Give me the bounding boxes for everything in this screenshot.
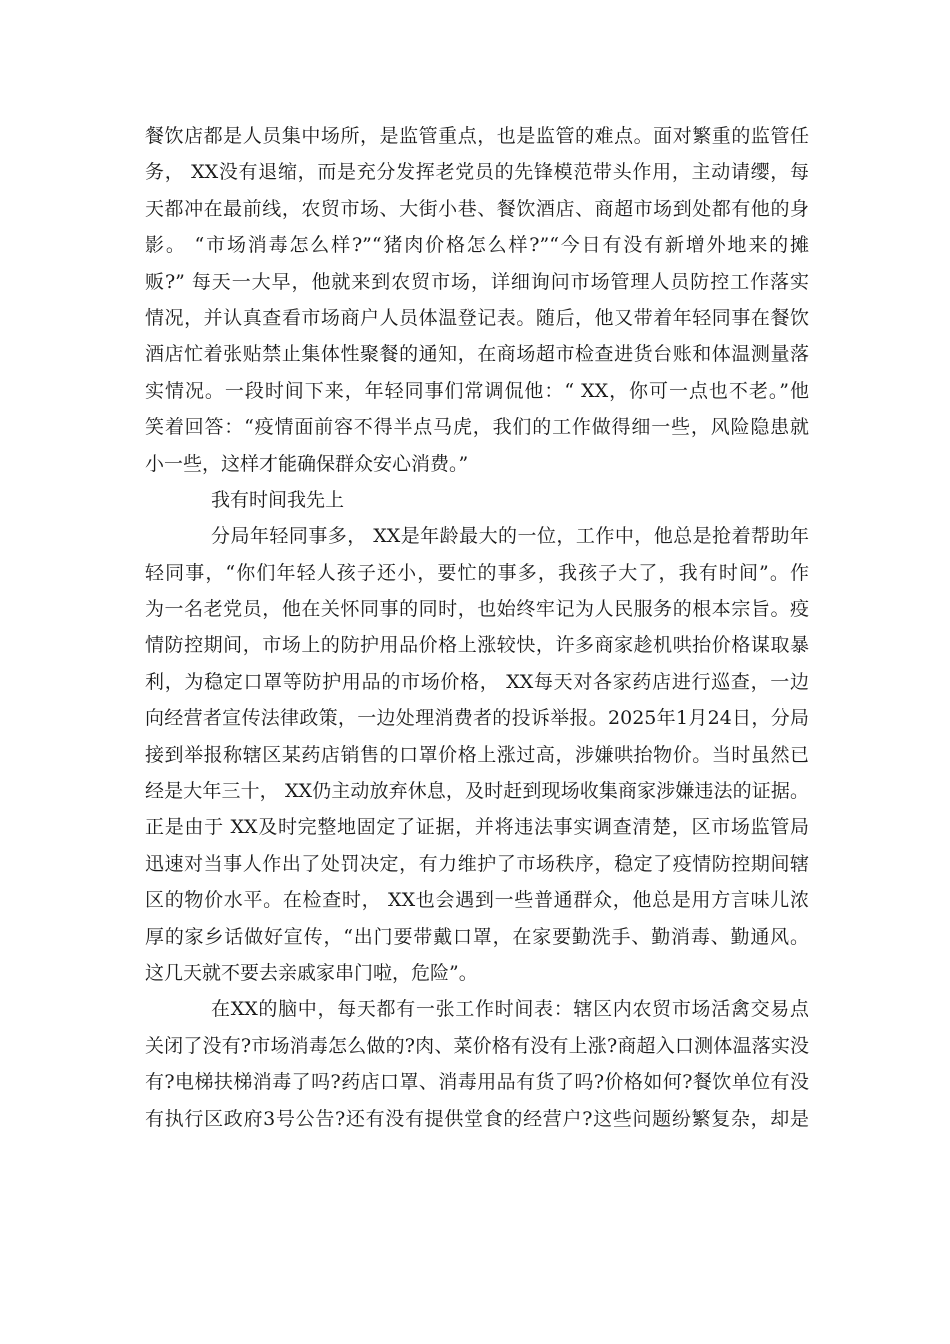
text-line: 贩?” 每天一大早，他就来到农贸市场，详细询问市场管理人员防控工作落实 — [145, 270, 809, 293]
paragraph — [145, 118, 809, 482]
text-line: 经是大年三十， XX仍主动放弃休息，及时赶到现场收集商家涉嫌违法的证据。 — [145, 780, 809, 803]
text-line: 务， XX没有退缩，而是充分发挥老党员的先锋模范带头作用，主动请缨，每 — [145, 161, 809, 184]
text-line: 接到举报称辖区某药店销售的口罩价格上涨过高，涉嫌哄抬物价。当时虽然已 — [145, 743, 809, 766]
text-line: 情况，并认真查看市场商户人员体温登记表。随后，他又带着年轻同事在餐饮 — [145, 306, 809, 329]
text-line: 在XX的脑中，每天都有一张工作时间表：辖区内农贸市场活禽交易点 — [211, 998, 809, 1021]
text-line: 情防控期间，市场上的防护用品价格上涨较快，许多商家趁机哄抬价格谋取暴 — [145, 634, 809, 657]
text-line: 关闭了没有?市场消毒怎么做的?肉、菜价格有没有上涨?商超入口测体温落实没 — [145, 1034, 809, 1057]
paragraph — [145, 518, 809, 991]
paragraph — [145, 991, 809, 1137]
text-line: 天都冲在最前线，农贸市场、大街小巷、餐饮酒店、商超市场到处都有他的身 — [145, 197, 809, 220]
text-line: 迅速对当事人作出了处罚决定，有力维护了市场秩序，稳定了疫情防控期间辖 — [145, 852, 809, 875]
text-line: 这几天就不要去亲戚家串门啦，危险”。 — [145, 961, 478, 984]
text-line: 向经营者宣传法律政策，一边处理消费者的投诉举报。2025年1月24日，分局 — [145, 707, 809, 730]
text-line: 为一名老党员，他在关怀同事的同时，也始终牢记为人民服务的根本宗旨。疫 — [145, 598, 809, 621]
text-line: 笑着回答：“疫情面前容不得半点马虎，我们的工作做得细一些，风险隐患就 — [145, 416, 809, 439]
text-line: 影。 “市场消毒怎么样?”“猪肉价格怎么样?”“今日有没有新增外地来的摊 — [145, 234, 809, 257]
text-line: 厚的家乡话做好宣传，“出门要带戴口罩，在家要勤洗手、勤消毒、勤通风。 — [145, 925, 809, 948]
text-line: 有执行区政府3号公告?还有没有提供堂食的经营户?这些问题纷繁复杂，却是 — [145, 1107, 809, 1130]
text-line: 利，为稳定口罩等防护用品的市场价格， XX每天对各家药店进行巡查，一边 — [145, 670, 809, 693]
text-line: 区的物价水平。在检查时， XX也会遇到一些普通群众，他总是用方言味儿浓 — [145, 889, 809, 912]
text-line: 实情况。一段时间下来，年轻同事们常调侃他：“ XX，你可一点也不老。”他 — [145, 379, 809, 402]
text-line: 轻同事，“你们年轻人孩子还小，要忙的事多，我孩子大了，我有时间”。作 — [145, 561, 809, 584]
section-heading: 我有时间我先上 — [211, 488, 345, 511]
document-body — [145, 118, 809, 1137]
text-line: 小一些，这样才能确保群众安心消费。” — [145, 452, 469, 475]
text-line: 有?电梯扶梯消毒了吗?药店口罩、消毒用品有货了吗?价格如何?餐饮单位有没 — [145, 1071, 809, 1094]
text-line: 分局年轻同事多， XX是年龄最大的一位，工作中，他总是抢着帮助年 — [211, 525, 809, 548]
text-line: 餐饮店都是人员集中场所，是监管重点，也是监管的难点。面对繁重的监管任 — [145, 125, 809, 147]
text-line: 酒店忙着张贴禁止集体性聚餐的通知，在商场超市检查进货台账和体温测量落 — [145, 343, 809, 366]
text-line: 正是由于 XX及时完整地固定了证据，并将违法事实调查清楚，区市场监管局 — [145, 816, 809, 839]
